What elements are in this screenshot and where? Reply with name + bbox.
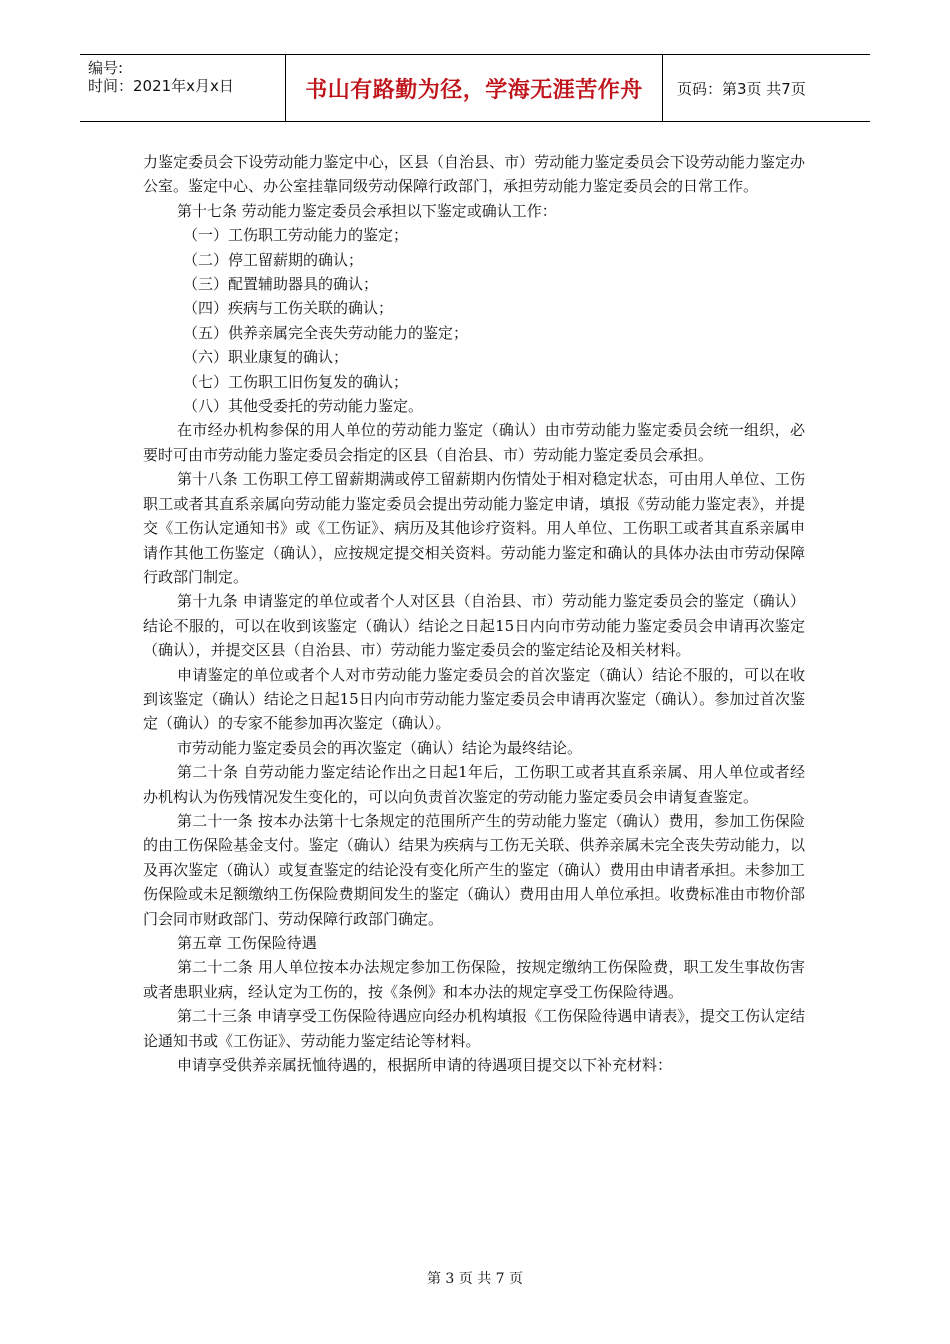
list-item: （四）疾病与工伤关联的确认； <box>183 299 394 318</box>
header-meta <box>80 55 285 121</box>
paragraph: 市劳动能力鉴定委员会的再次鉴定（确认）结论为最终结论。 <box>177 738 583 757</box>
chapter-heading: 第五章 工伤保险待遇 <box>177 934 317 952</box>
header-motto: 书山有路勤为径，学海无涯苦作舟 <box>285 55 663 121</box>
article-22: 第二十二条 用人单位按本办法规定参加工伤保险，按规定缴纳工伤保险费，职工发生事故伤害或者患职业病，经认定为工伤的，按《条例》和本办法的规定享受工伤保险待遇。 <box>143 958 805 1001</box>
document-body <box>143 150 805 1077</box>
document-number-label: 编号: <box>88 59 124 77</box>
page-header <box>80 54 870 122</box>
paragraph: 申请鉴定的单位或者个人对市劳动能力鉴定委员会的首次鉴定（确认）结论不服的，可以在收到该鉴定（确认）结论之日起15日内向市劳动能力鉴定委员会申请再次鉴定（确认）。参加过首次鉴定（确认）的专家不能参加再次鉴定（确认）。 <box>143 665 805 733</box>
document-date: 时间：2021年x月x日 <box>88 77 234 95</box>
article-18: 第十八条 工伤职工停工留薪期满或停工留薪期内伤情处于相对稳定状态，可由用人单位、工伤职工或者其直系亲属向劳动能力鉴定委员会提出劳动能力鉴定申请，填报《劳动能力鉴定表》，并提交《工伤认定通知书》或《工伤证》、病历及其他诊疗资料。用人单位、工伤职工或者其直系亲属申请作其他工伤鉴定（确认），应按规定提交相关资料。劳动能力鉴定和确认的具体办法由市劳动保障行政部门制定。 <box>143 470 805 586</box>
paragraph: 申请享受供养亲属抚恤待遇的，根据所申请的待遇项目提交以下补充材料： <box>177 1056 673 1075</box>
page-footer: 第 3 页 共 7 页 <box>426 1271 524 1287</box>
paragraph: 在市经办机构参保的用人单位的劳动能力鉴定（确认）由市劳动能力鉴定委员会统一组织，必要时可由市劳动能力鉴定委员会指定的区县（自治县、市）劳动能力鉴定委员会承担。 <box>143 421 805 464</box>
list-item: （六）职业康复的确认； <box>183 348 349 367</box>
article-21: 第二十一条 按本办法第十七条规定的范围所产生的劳动能力鉴定（确认）费用，参加工伤保险的由工伤保险基金支付。鉴定（确认）结果为疾病与工伤无关联、供养亲属未完全丧失劳动能力，以及再次鉴定（确认）或复查鉴定的结论没有变化所产生的鉴定（确认）费用由申请者承担。未参加工伤保险或未足额缴纳工伤保险费期间发生的鉴定（确认）费用由用人单位承担。收费标准由市物价部门会同市财政部门、劳动保障行政部门确定。 <box>143 811 805 928</box>
header-page-info: 页码：第3页 共7页 <box>677 79 806 98</box>
list-item: （五）供养亲属完全丧失劳动能力的鉴定； <box>183 323 469 342</box>
list-item: （八）其他受委托的劳动能力鉴定。 <box>183 397 424 416</box>
article-23: 第二十三条 申请享受工伤保险待遇应向经办机构填报《工伤保险待遇申请表》，提交工伤认定结论通知书或《工伤证》、劳动能力鉴定结论等材料。 <box>143 1007 805 1050</box>
list-item: （七）工伤职工旧伤复发的确认； <box>183 372 409 391</box>
paragraph: 力鉴定委员会下设劳动能力鉴定中心，区县（自治县、市）劳动能力鉴定委员会下设劳动能力鉴定办公室。鉴定中心、办公室挂靠同级劳动保障行政部门，承担劳动能力鉴定委员会的日常工作。 <box>143 153 805 196</box>
article-17: 第十七条 劳动能力鉴定委员会承担以下鉴定或确认工作： <box>177 201 557 220</box>
list-item: （三）配置辅助器具的确认； <box>183 275 379 294</box>
article-20: 第二十条 自劳动能力鉴定结论作出之日起1年后，工伤职工或者其直系亲属、用人单位或者经办机构认为伤残情况发生变化的，可以向负责首次鉴定的劳动能力鉴定委员会申请复查鉴定。 <box>143 763 805 806</box>
article-19: 第十九条 申请鉴定的单位或者个人对区县（自治县、市）劳动能力鉴定委员会的鉴定（确认）结论不服的，可以在收到该鉴定（确认）结论之日起15日内向市劳动能力鉴定委员会申请再次鉴定（确认），并提交区县（自治县、市）劳动能力鉴定委员会的鉴定结论及相关材料。 <box>143 592 805 660</box>
list-item: （一）工伤职工劳动能力的鉴定； <box>183 226 409 245</box>
list-item: （二）停工留薪期的确认； <box>183 250 364 269</box>
